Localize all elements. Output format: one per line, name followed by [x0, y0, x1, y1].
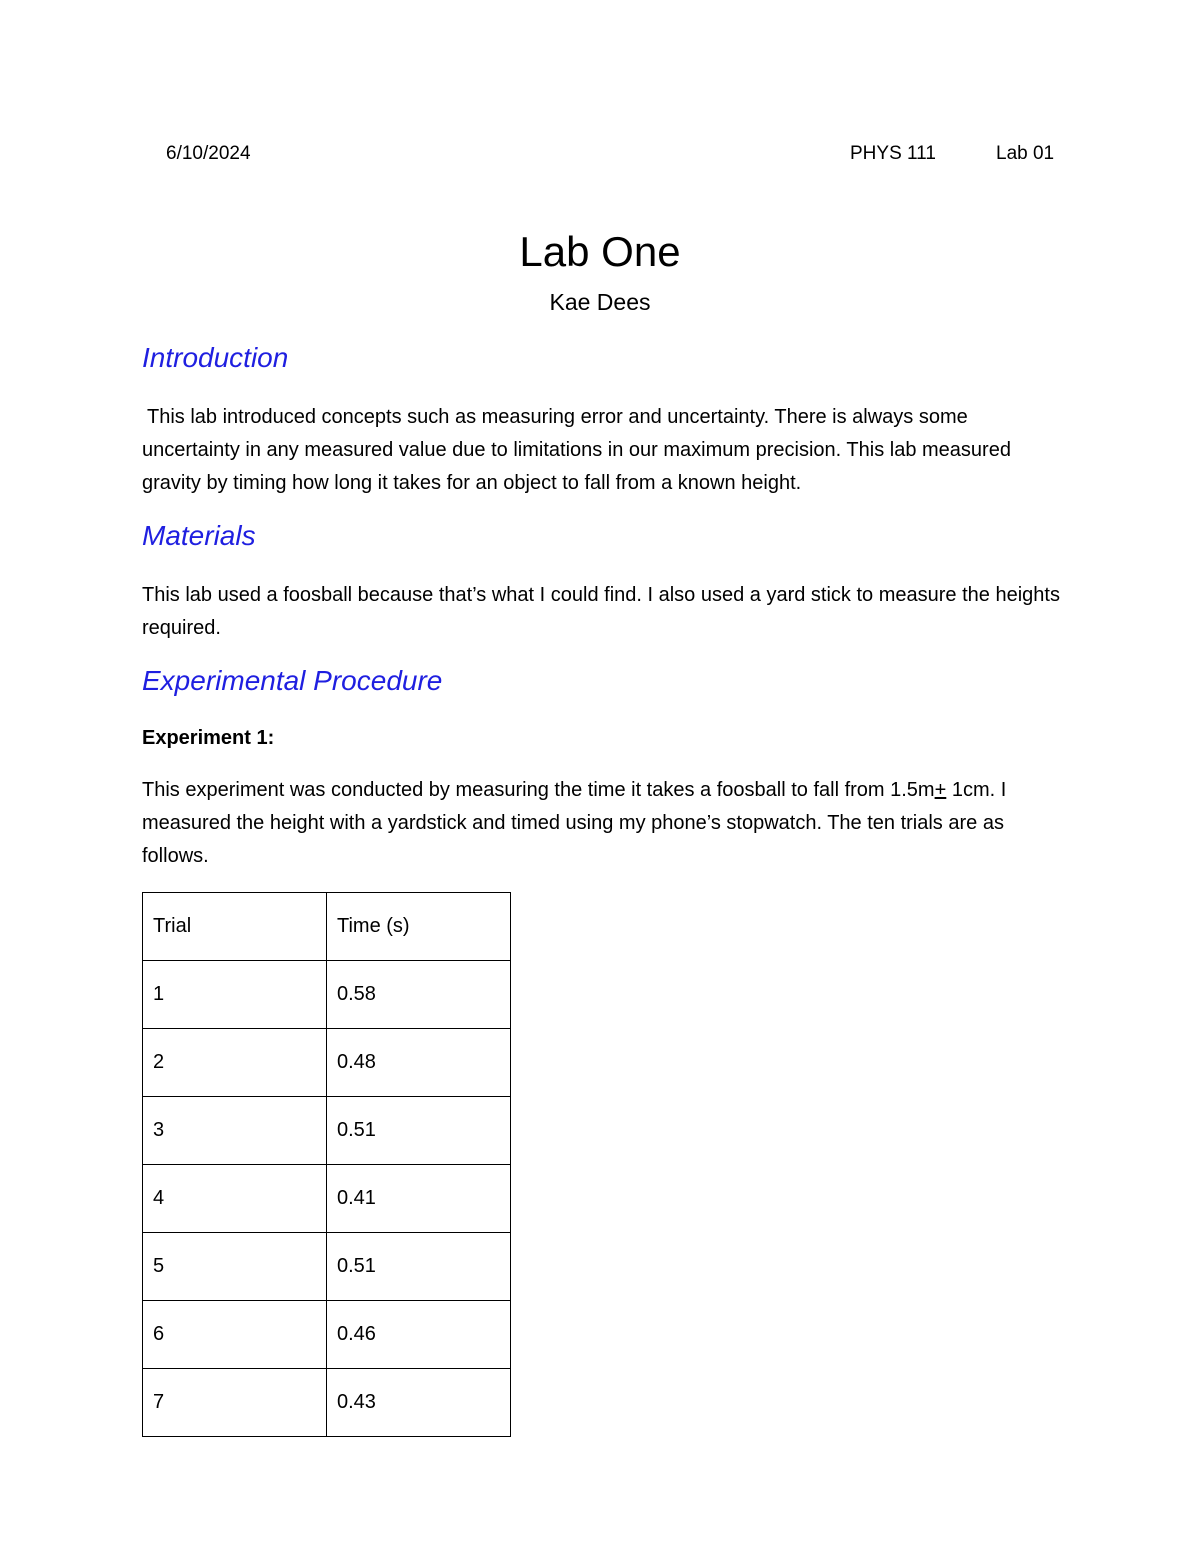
- introduction-heading: Introduction: [142, 342, 289, 373]
- header-lab: Lab 01: [996, 143, 1055, 164]
- trial-number-cell: 2: [143, 1029, 327, 1097]
- trial-number-cell: 4: [143, 1165, 327, 1233]
- table-header-time: Time (s): [327, 893, 511, 961]
- trials-table: [142, 892, 511, 1437]
- trial-time-cell: 0.51: [327, 1233, 511, 1301]
- experiment-1-label: Experiment 1:: [142, 727, 275, 749]
- trial-time-cell: 0.51: [327, 1097, 511, 1165]
- trial-time-cell: 0.41: [327, 1165, 511, 1233]
- header-course: PHYS 111: [850, 143, 936, 164]
- trial-time-cell: 0.46: [327, 1301, 511, 1369]
- plus-minus-symbol: +: [934, 779, 947, 801]
- page-header: [0, 143, 1200, 171]
- header-date: 6/10/2024: [166, 143, 251, 164]
- table-row: [143, 1233, 511, 1301]
- table-header-row: [143, 893, 511, 961]
- table-row: [143, 961, 511, 1029]
- table-header-trial: Trial: [143, 893, 327, 961]
- materials-paragraph: This lab used a foosball because that’s what I could find. I also used a yard stick to measure the heights required.: [142, 584, 1060, 639]
- table-row: [143, 1097, 511, 1165]
- experiment-1-paragraph: [142, 774, 1062, 873]
- table-row: [143, 1369, 511, 1437]
- trial-number-cell: 3: [143, 1097, 327, 1165]
- materials-heading: Materials: [142, 520, 256, 551]
- table-row: [143, 1165, 511, 1233]
- procedure-heading: Experimental Procedure: [142, 665, 443, 696]
- introduction-paragraph: This lab introduced concepts such as measuring error and uncertainty. There is always some uncertainty in any measured value due to limitations in our maximum precision. This lab measured gravity by timing how long it takes for an object to fall from a known height.: [142, 406, 1011, 494]
- trial-number-cell: 1: [143, 961, 327, 1029]
- trial-number-cell: 5: [143, 1233, 327, 1301]
- trial-time-cell: 0.58: [327, 961, 511, 1029]
- document-title: Lab One: [519, 228, 681, 275]
- experiment-1-text-start: This experiment was conducted by measuring the time it takes a foosball to fall from 1.5m: [142, 779, 935, 801]
- table-row: [143, 1301, 511, 1369]
- trial-number-cell: 7: [143, 1369, 327, 1437]
- document-author: Kae Dees: [549, 289, 651, 315]
- experiment-1-text-end: 1cm. I measured the height with a yardstick and timed using my phone’s stopwatch. The ten trials are as follows.: [142, 779, 1007, 867]
- trial-number-cell: 6: [143, 1301, 327, 1369]
- trial-time-cell: 0.43: [327, 1369, 511, 1437]
- trial-time-cell: 0.48: [327, 1029, 511, 1097]
- table-row: [143, 1029, 511, 1097]
